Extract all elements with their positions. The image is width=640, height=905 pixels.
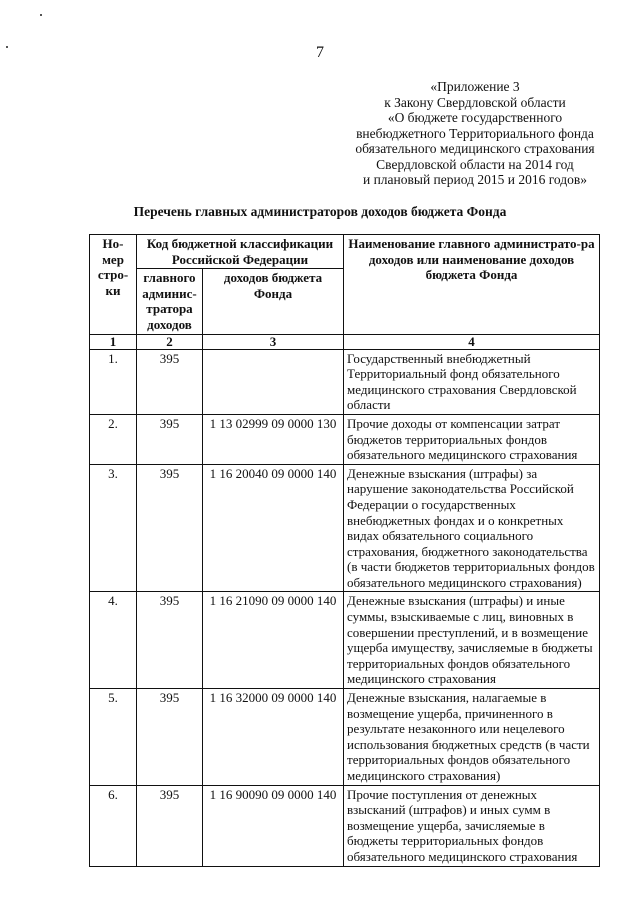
income-code: 1 16 21090 09 0000 140 xyxy=(203,592,344,689)
row-number: 6. xyxy=(90,785,137,866)
scan-speck xyxy=(40,14,42,16)
header-income: доходов бюджета Фонда xyxy=(203,269,344,334)
income-code: 1 16 90090 09 0000 140 xyxy=(203,785,344,866)
page-number: 7 xyxy=(316,44,324,61)
appendix-line: Свердловской области на 2014 год xyxy=(376,156,574,172)
table-row xyxy=(90,592,600,689)
appendix-caption xyxy=(330,79,620,188)
appendix-line: «О бюджете государственного xyxy=(387,110,563,125)
table-row xyxy=(90,785,600,866)
admin-code: 395 xyxy=(137,785,203,866)
table-row xyxy=(90,414,600,464)
header-row xyxy=(90,235,600,269)
admin-code: 395 xyxy=(137,349,203,414)
appendix-line: внебюджетного Территориального фонда xyxy=(356,125,594,141)
appendix-line: «Приложение 3 xyxy=(430,79,520,94)
appendix-line: обязательного медицинского страхования xyxy=(355,141,595,156)
admin-code: 395 xyxy=(137,689,203,786)
income-name: Прочие доходы от компенсации затрат бюджетов территориальных фондов обязательного медицинского страхования xyxy=(344,414,600,464)
document-title: Перечень главных администраторов доходов бюджета Фонда xyxy=(133,204,507,219)
table-row xyxy=(90,349,600,414)
column-index: 2 xyxy=(137,334,203,349)
column-index: 3 xyxy=(203,334,344,349)
column-index: 1 xyxy=(90,334,137,349)
income-name: Денежные взыскания (штрафы) за нарушение законодательства Российской Федерации о государственных внебюджетных фондах и о конкретных видах обязательного социального страхования, бюджетного законодательства (в части бюджетов территориальных фондов обязательного медицинского страхования) xyxy=(344,464,600,592)
admin-code: 395 xyxy=(137,414,203,464)
table-row xyxy=(90,464,600,592)
income-name: Государственный внебюджетный Территориальный фонд обязательного медицинского страхования Свердловской области xyxy=(344,349,600,414)
row-number: 2. xyxy=(90,414,137,464)
column-index: 4 xyxy=(344,334,600,349)
income-code: 1 16 32000 09 0000 140 xyxy=(203,689,344,786)
income-name: Денежные взыскания, налагаемые в возмещение ущерба, причиненного в результате незаконного или нецелевого использования бюджетных средств (в части территориальных фондов обязательного медицинского страхования) xyxy=(344,689,600,786)
row-number: 1. xyxy=(90,349,137,414)
administrators-table xyxy=(89,234,600,867)
header-admin: главного админис-тратора доходов xyxy=(137,269,203,334)
header-code-group: Код бюджетной классификации Российской Федерации xyxy=(137,235,344,269)
income-code: 1 13 02999 09 0000 130 xyxy=(203,414,344,464)
income-name: Денежные взыскания (штрафы) и иные суммы, взыскиваемые с лиц, виновных в совершении преступлений, и в возмещение ущерба имуществу, зачисляемые в бюджеты территориальных фондов обязательного медицинского страхования xyxy=(344,592,600,689)
admin-code: 395 xyxy=(137,592,203,689)
row-number: 3. xyxy=(90,464,137,592)
appendix-line: к Закону Свердловской области xyxy=(384,94,566,110)
row-number: 5. xyxy=(90,689,137,786)
header-name: Наименование главного администрато-ра доходов или наименование доходов бюджета Фонда xyxy=(344,235,600,335)
appendix-line: и плановый период 2015 и 2016 годов» xyxy=(362,172,588,187)
header-row-number: Но-мер стро-ки xyxy=(90,235,137,335)
column-index-row xyxy=(90,334,600,349)
table-row xyxy=(90,689,600,786)
income-name: Прочие поступления от денежных взысканий (штрафов) и иных сумм в возмещение ущерба, зачисляемые в бюджеты территориальных фондов обязательного медицинского страхования xyxy=(344,785,600,866)
income-code xyxy=(203,349,344,414)
row-number: 4. xyxy=(90,592,137,689)
income-code: 1 16 20040 09 0000 140 xyxy=(203,464,344,592)
admin-code: 395 xyxy=(137,464,203,592)
